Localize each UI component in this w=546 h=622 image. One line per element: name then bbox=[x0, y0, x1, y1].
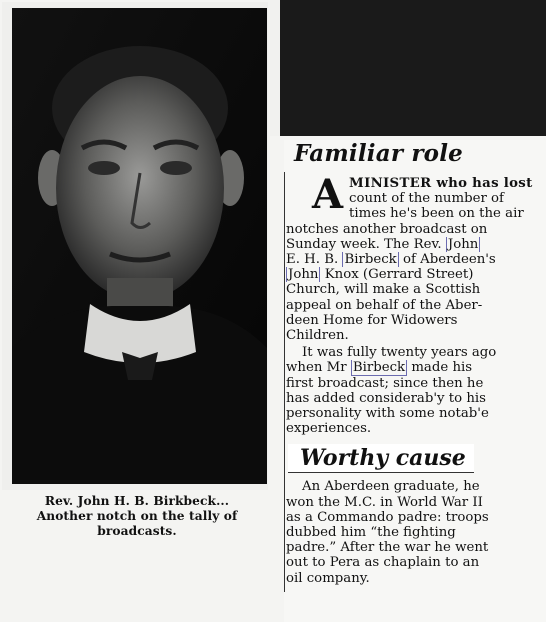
text-line: times he's been on the air bbox=[349, 206, 524, 222]
text-line: has added considerab'y to his bbox=[286, 390, 486, 406]
text-line bbox=[286, 267, 544, 282]
text-fragment: Sunday week. The Rev. bbox=[286, 236, 442, 252]
top-dark-strip bbox=[270, 0, 546, 136]
text-line: notches another broadcast on bbox=[286, 221, 488, 237]
paragraph-1 bbox=[286, 171, 544, 344]
sub-headline: Worthy cause bbox=[288, 444, 474, 473]
text-line: deen Home for Widowers bbox=[286, 312, 458, 328]
caption-line: Rev. John H. B. Birkbeck... bbox=[44, 494, 230, 508]
text-line bbox=[286, 237, 544, 252]
photo-frame bbox=[2, 2, 268, 490]
text-line: out to Pera as chaplain to an bbox=[286, 555, 480, 571]
paragraph-3 bbox=[286, 479, 544, 585]
text-line: padre.” After the war he went bbox=[286, 540, 489, 556]
photo-caption bbox=[6, 494, 268, 539]
text-line: as a Commando padre: troops bbox=[286, 509, 489, 525]
text-line: An Aberdeen graduate, he bbox=[302, 479, 480, 495]
text-line: dubbed him “the fighting bbox=[286, 525, 456, 541]
text-line: appeal on behalf of the Aber- bbox=[286, 297, 483, 313]
highlight-name: John bbox=[288, 267, 319, 283]
drop-cap: A bbox=[312, 171, 344, 218]
text-fragment: Knox (Gerrard Street) bbox=[324, 267, 474, 283]
text-line bbox=[286, 252, 544, 267]
article bbox=[284, 140, 546, 622]
highlight-name: Birbeck bbox=[352, 360, 406, 376]
text-line: won the M.C. in World War II bbox=[286, 494, 483, 510]
text-line: experiences. bbox=[286, 421, 372, 437]
text-line bbox=[286, 360, 544, 375]
headline: Familiar role bbox=[294, 140, 463, 167]
text-fragment: made his bbox=[411, 360, 473, 376]
text-line: personality with some notab'e bbox=[286, 406, 489, 422]
portrait-photo bbox=[12, 8, 267, 484]
text-fragment: of Aberdeen's bbox=[402, 252, 496, 268]
text-line: MINISTER who has lost bbox=[349, 176, 533, 191]
text-fragment: when Mr bbox=[286, 360, 347, 376]
highlight-name: Birbeck bbox=[344, 252, 397, 268]
text-line: first broadcast; since then he bbox=[286, 375, 484, 391]
paragraph-2 bbox=[286, 345, 544, 436]
text-line: It was fully twenty years ago bbox=[302, 345, 497, 361]
text-line: Children. bbox=[286, 328, 349, 344]
highlight-name: John bbox=[447, 236, 479, 252]
text-line: count of the number of bbox=[349, 191, 504, 207]
text-fragment: E. H. B. bbox=[286, 252, 339, 268]
caption-line: Another notch on the tally of bbox=[36, 509, 238, 523]
text-line: Church, will make a Scottish bbox=[286, 282, 481, 298]
caption-line: broadcasts. bbox=[97, 524, 177, 538]
text-line: oil company. bbox=[286, 570, 370, 586]
